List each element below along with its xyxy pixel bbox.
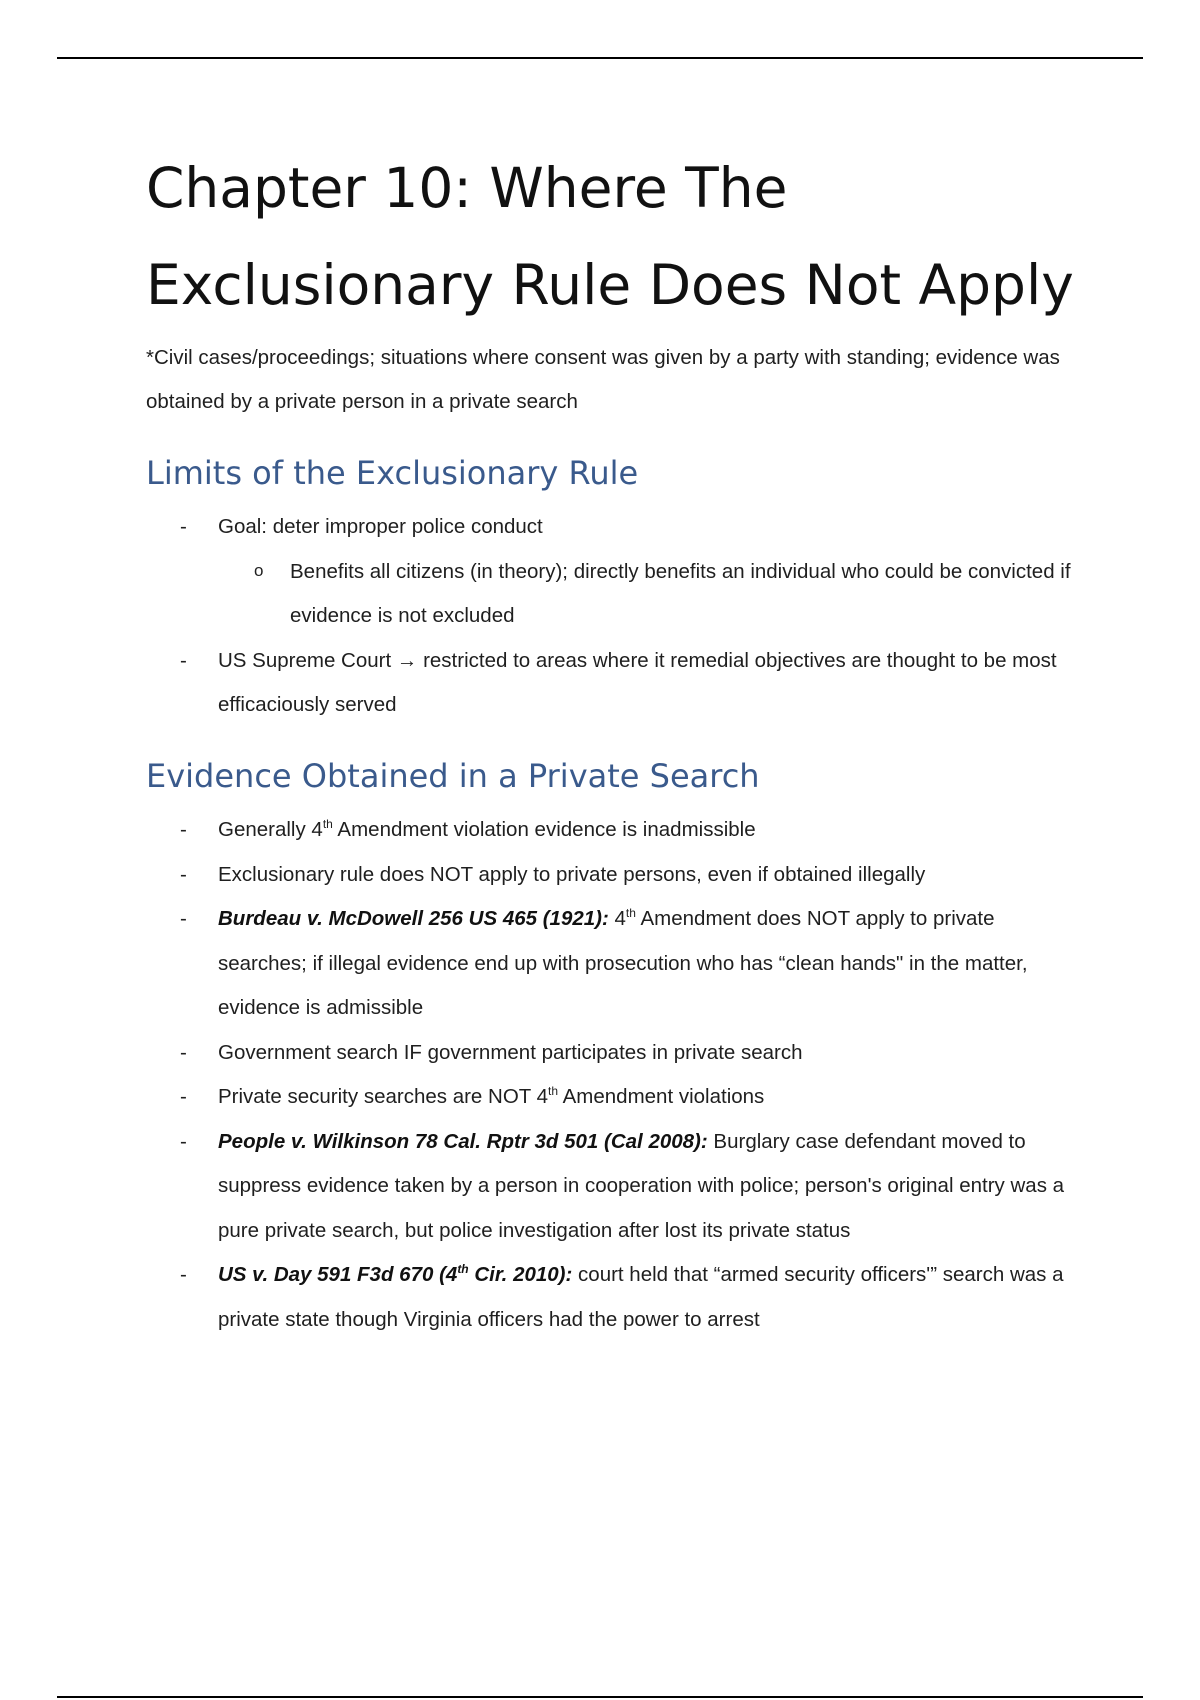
circle-bullet: o: [254, 560, 264, 580]
limits-list: [146, 505, 1106, 728]
list-item-text: [218, 818, 756, 841]
list-item: [146, 1253, 1088, 1342]
list-item-text: US Supreme Court → restricted to areas where it remedial objectives are thought to be most efficaciously served: [218, 648, 1057, 716]
list-item: [146, 853, 1088, 898]
text-run: court held that “armed security officers'” search was a private state though Virginia officers had the power to arrest: [218, 1263, 1064, 1331]
dash-bullet: -: [180, 818, 187, 841]
list-item: [146, 808, 1088, 853]
sub-list-item-text: Benefits all citizens (in theory); directly benefits an individual who could be convicted if evidence is not excluded: [290, 559, 1071, 627]
list-item: [146, 1120, 1088, 1254]
text-run: Cir. 2010):: [468, 1263, 573, 1286]
section-heading-limits: Limits of the Exclusionary Rule: [146, 454, 639, 492]
dash-bullet: -: [180, 648, 187, 672]
private-search-list: [146, 808, 1106, 1342]
list-item-text: Exclusionary rule does NOT apply to private persons, even if obtained illegally: [218, 862, 926, 886]
text-run: Private security searches are NOT 4: [218, 1085, 549, 1108]
list-item-text: Government search IF government participates in private search: [218, 1040, 803, 1064]
list-item-text: [218, 1263, 1064, 1331]
list-item-text: [218, 1085, 764, 1108]
intro-paragraph: *Civil cases/proceedings; situations where consent was given by a party with standing; evidence was obtained by a private person in a private search: [146, 346, 1060, 413]
top-rule: [57, 57, 1143, 59]
dash-bullet: -: [180, 1040, 187, 1064]
text-run: Amendment violations: [558, 1085, 765, 1108]
list-item: [146, 1031, 1088, 1076]
list-item-text: Goal: deter improper police conduct: [218, 515, 543, 538]
case-citation: [218, 1263, 572, 1286]
text-run: Amendment violation evidence is inadmissible: [332, 818, 756, 841]
list-item: [146, 505, 1088, 550]
superscript: th: [625, 906, 636, 921]
chapter-title-line-2: Exclusionary Rule Does Not Apply: [146, 253, 1074, 317]
superscript: th: [548, 1084, 559, 1099]
dash-bullet: -: [180, 1085, 187, 1108]
text-run: 4: [608, 907, 626, 930]
text-run: US v. Day 591 F3d 670 (4: [218, 1263, 458, 1286]
dash-bullet: -: [180, 862, 187, 886]
dash-bullet: -: [180, 907, 187, 930]
text-run: Amendment does NOT apply to private searches; if illegal evidence end up with prosecution who has “clean hands" in the matter, evidence is admissible: [218, 907, 1028, 1019]
sub-list-item: [146, 550, 1090, 639]
chapter-title-line-1: Chapter 10: Where The: [146, 156, 788, 220]
superscript: th: [457, 1262, 469, 1277]
section-heading-private-search: Evidence Obtained in a Private Search: [146, 757, 760, 795]
list-item-text: [218, 907, 1028, 1019]
list-item: [146, 897, 1088, 1031]
list-item: [146, 1075, 1088, 1120]
superscript: th: [322, 817, 333, 832]
bottom-rule: [57, 1696, 1143, 1698]
text-run: Burglary case defendant moved to suppress evidence taken by a person in cooperation with police; person's original entry was a pure private search, but police investigation after lost its private status: [218, 1129, 1065, 1242]
case-citation: People v. Wilkinson 78 Cal. Rptr 3d 501 (Cal 2008):: [218, 1129, 708, 1153]
list-item-text: [218, 1130, 1064, 1242]
dash-bullet: -: [180, 1263, 187, 1286]
chapter-title: [146, 140, 1106, 334]
text-run: Generally 4: [218, 818, 323, 841]
dash-bullet: -: [180, 515, 187, 538]
case-citation: Burdeau v. McDowell 256 US 465 (1921):: [218, 907, 609, 930]
dash-bullet: -: [180, 1129, 187, 1153]
list-item: [146, 639, 1088, 728]
